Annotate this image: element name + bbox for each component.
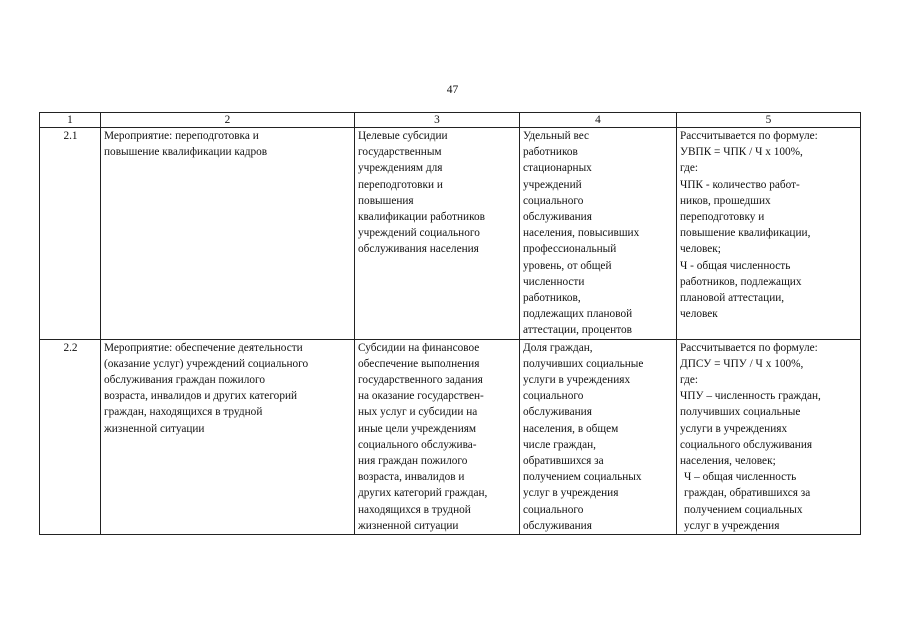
formula-cell xyxy=(677,128,861,340)
text-line: числе граждан, xyxy=(523,438,596,451)
text-line: работников, подлежащих xyxy=(680,275,802,288)
text-line: услуги в учреждениях xyxy=(523,374,631,387)
text-line: работников xyxy=(523,146,578,159)
text-line: стационарных xyxy=(523,162,592,175)
text-line: обслуживания xyxy=(523,406,592,419)
text-line: обратившихся за xyxy=(523,455,604,468)
indicator-cell xyxy=(520,339,677,534)
text-line: социального xyxy=(523,194,584,207)
measure-cell xyxy=(101,128,355,340)
text-line: переподготовки и xyxy=(358,178,443,191)
text-line: ЧПУ – численность граждан, xyxy=(680,390,821,403)
text-line: повышение квалификации кадров xyxy=(104,146,268,159)
table-row xyxy=(40,339,861,534)
text-line: профессиональный xyxy=(523,243,617,256)
text-line: обеспечение выполнения xyxy=(358,357,480,370)
text-line: находящихся в трудной xyxy=(358,503,471,516)
header-cell: 1 xyxy=(40,113,101,128)
text-line: получением социальных xyxy=(684,503,803,516)
text-line: ЧПК - количество работ- xyxy=(680,178,800,191)
text-line: где: xyxy=(680,162,698,175)
text-line: переподготовку и xyxy=(680,211,765,224)
text-line: плановой аттестации, xyxy=(680,292,785,305)
text-line: Мероприятие: переподготовка и xyxy=(104,130,259,142)
text-line: ников, прошедших xyxy=(680,194,771,207)
text-line: получивших социальные xyxy=(523,357,644,370)
text-line: услуги в учреждениях xyxy=(680,422,788,435)
text-line: услуг в учреждения xyxy=(523,487,619,500)
text-line: человек; xyxy=(680,243,721,256)
header-cell: 4 xyxy=(520,113,677,128)
text-line: где: xyxy=(680,374,698,387)
text-line: социального обслужива- xyxy=(358,438,477,451)
text-line: Мероприятие: обеспечение деятельности xyxy=(104,341,303,354)
text-line: Рассчитывается по формуле: xyxy=(680,130,818,142)
text-line: Ч – общая численность xyxy=(684,471,797,484)
row-number: 2.1 xyxy=(40,128,101,340)
text-line: населения, человек; xyxy=(680,455,776,468)
text-line: уровень, от общей xyxy=(523,259,612,272)
text-line: человек xyxy=(680,308,718,321)
text-line: численности xyxy=(523,275,585,288)
table-row xyxy=(40,128,861,340)
measure-cell xyxy=(101,339,355,534)
text-line: обслуживания граждан пожилого xyxy=(104,374,265,387)
text-line: работников, xyxy=(523,292,581,305)
text-line: граждан, находящихся в трудной xyxy=(104,406,263,419)
document-table xyxy=(39,112,861,535)
row-number: 2.2 xyxy=(40,339,101,534)
text-line: социального xyxy=(523,503,584,516)
page-number: 47 xyxy=(446,84,459,96)
text-line: УВПК = ЧПК / Ч х 100%, xyxy=(680,146,803,159)
text-line: населения, в общем xyxy=(523,422,619,435)
text-line: получением социальных xyxy=(523,471,642,484)
text-line: учреждениям для xyxy=(358,162,443,175)
text-line: социального обслуживания xyxy=(680,438,813,451)
text-line: квалификации работников xyxy=(358,211,485,224)
text-line: Удельный вес xyxy=(523,130,590,142)
header-cell: 3 xyxy=(355,113,520,128)
text-line: обслуживания населения xyxy=(358,243,479,256)
text-line: социального xyxy=(523,390,584,403)
text-line: ния граждан пожилого xyxy=(358,455,468,468)
indicator-cell xyxy=(520,128,677,340)
text-line: Доля граждан, xyxy=(523,341,593,354)
text-line: обслуживания xyxy=(523,211,592,224)
header-row xyxy=(40,113,861,128)
text-line: возраста, инвалидов и xyxy=(358,471,465,484)
text-line: иные цели учреждениям xyxy=(358,422,477,435)
funding-cell xyxy=(355,128,520,340)
text-line: повышения xyxy=(358,194,414,207)
text-line: государственного задания xyxy=(358,374,483,387)
text-line: на оказание государствен- xyxy=(358,390,484,403)
text-line: Рассчитывается по формуле: xyxy=(680,341,818,354)
text-line: учреждений социального xyxy=(358,227,480,240)
header-cell: 2 xyxy=(101,113,355,128)
header-cell: 5 xyxy=(677,113,861,128)
text-line: жизненной ситуации xyxy=(104,422,205,435)
text-line: ДПСУ = ЧПУ / Ч х 100%, xyxy=(680,357,804,370)
text-line: граждан, обратившихся за xyxy=(684,487,811,500)
formula-cell xyxy=(677,339,861,534)
text-line: ных услуг и субсидии на xyxy=(358,406,478,419)
text-line: услуг в учреждения xyxy=(684,519,780,532)
text-line: жизненной ситуации xyxy=(358,519,459,532)
text-line: повышение квалификации, xyxy=(680,227,811,240)
text-line: других категорий граждан, xyxy=(358,487,488,500)
text-line: возраста, инвалидов и других категорий xyxy=(104,390,298,403)
text-line: населения, повысивших xyxy=(523,227,640,240)
text-line: государственным xyxy=(358,146,442,159)
text-line: Ч - общая численность xyxy=(680,259,791,272)
text-line: аттестации, процентов xyxy=(523,324,632,337)
text-line: обслуживания xyxy=(523,519,592,532)
text-line: Целевые субсидии xyxy=(358,130,448,142)
text-line: (оказание услуг) учреждений социального xyxy=(104,357,309,370)
funding-cell xyxy=(355,339,520,534)
text-line: учреждений xyxy=(523,178,582,191)
text-line: получивших социальные xyxy=(680,406,801,419)
text-line: Субсидии на финансовое xyxy=(358,341,480,354)
text-line: подлежащих плановой xyxy=(523,308,633,321)
